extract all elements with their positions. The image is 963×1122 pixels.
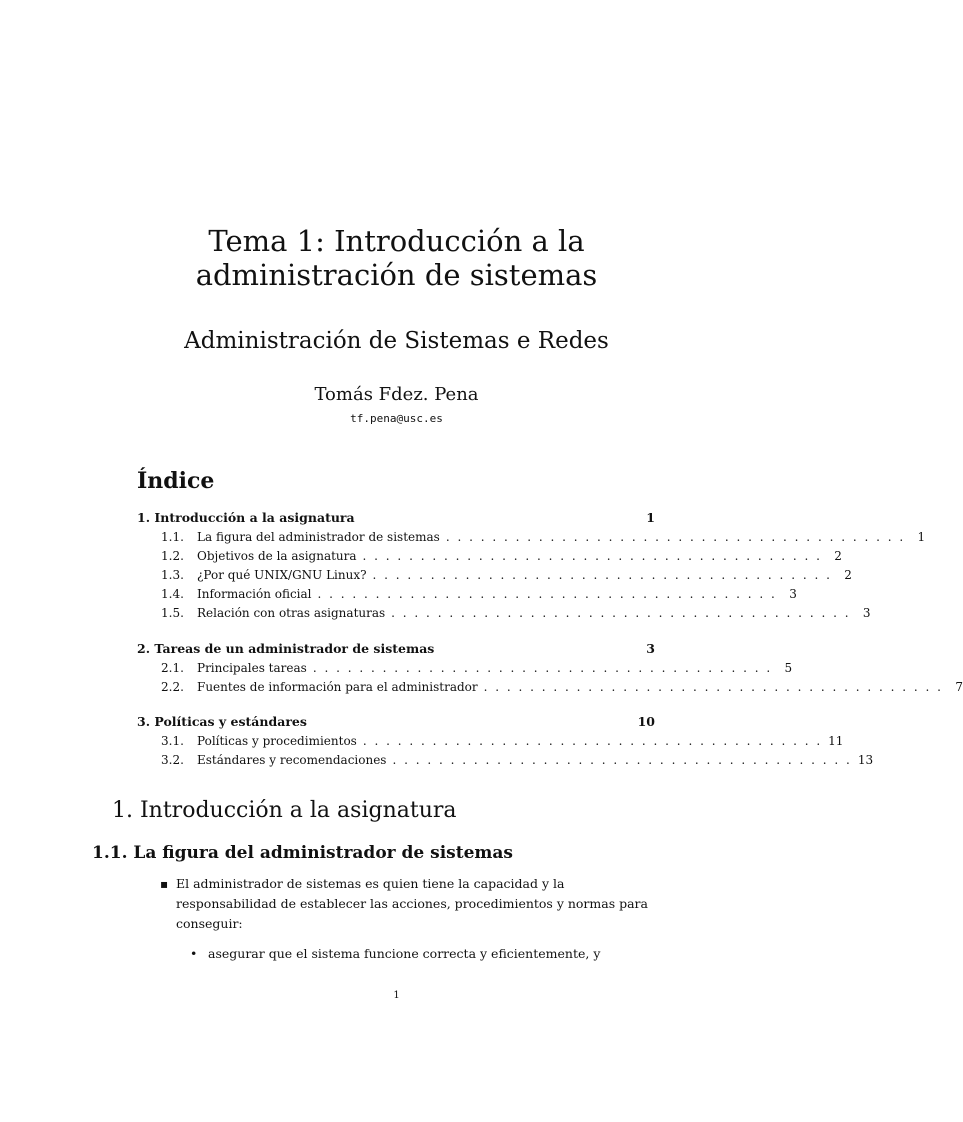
toc-section-1 [137, 508, 926, 623]
toc-section-label[interactable]: 3. Políticas y estándares [137, 714, 307, 729]
toc-leader: . . . . . . . . . . . . . . . . . . . . . . . . . . . . . . . . . . . . . . . . [362, 734, 823, 748]
toc-entry-label: Información oficial [197, 587, 312, 601]
toc-section-label[interactable]: 1. Introducción a la asignatura [137, 510, 355, 525]
document-title [0, 224, 793, 292]
author-email: tf.pena@usc.es [350, 412, 443, 425]
toc-entry-page: 3 [789, 587, 797, 601]
toc-entry-number: 2.1. [161, 661, 184, 675]
title-line-2: administración de sistemas [195, 258, 598, 292]
toc-leader: . . . . . . . . . . . . . . . . . . . . . . . . . . . . . . . . . . . . . . . . [372, 568, 832, 582]
toc-heading: Índice [137, 468, 215, 494]
toc-entry-label: Objetivos de la asignatura [197, 549, 357, 563]
toc-entry-number: 3.1. [161, 734, 184, 748]
title-line-1: Tema 1: Introducción a la [208, 224, 585, 258]
toc-leader: . . . . . . . . . . . . . . . . . . . . . . . . . . . . . . . . . . . . . . . . [483, 680, 943, 694]
toc-section-3 [137, 712, 874, 770]
toc-entry[interactable] [137, 528, 926, 547]
toc-entry[interactable] [137, 751, 874, 770]
toc-leader: . . . . . . . . . . . . . . . . . . . . . . . . . . . . . . . . . . . . . . . . [392, 753, 852, 767]
toc-entry-page: 7 [955, 680, 963, 694]
toc-leader: . . . . . . . . . . . . . . . . . . . . . . . . . . . . . . . . . . . . . . . . [362, 549, 822, 563]
toc-entry[interactable] [137, 678, 963, 697]
bullet-list [160, 874, 657, 964]
toc-entry-label: Políticas y procedimientos [197, 734, 357, 748]
toc-entry-number: 1.3. [161, 568, 184, 582]
toc-entry-number: 3.2. [161, 753, 184, 767]
toc-entry-label: Fuentes de información para el administrador [197, 680, 478, 694]
toc-entry-page: 13 [857, 753, 874, 767]
toc-entry-label: ¿Por qué UNIX/GNU Linux? [197, 568, 367, 582]
toc-entry-label: Estándares y recomendaciones [197, 753, 387, 767]
toc-leader: . . . . . . . . . . . . . . . . . . . . . . . . . . . . . . . . . . . . . . . . [317, 587, 777, 601]
toc-leader: . . . . . . . . . . . . . . . . . . . . . . . . . . . . . . . . . . . . . . . . [391, 606, 851, 620]
toc-entry-page: 2 [834, 549, 842, 563]
toc-section-page: 3 [646, 641, 655, 656]
toc-section-2 [137, 639, 963, 697]
toc-section-label[interactable]: 2. Tareas de un administrador de sistemas [137, 641, 435, 656]
toc-entry-page: 2 [844, 568, 852, 582]
toc-entry-number: 1.4. [161, 587, 184, 601]
section-heading: 1. Introducción a la asignatura [112, 798, 457, 823]
toc-entry[interactable] [137, 547, 842, 566]
toc-entry-number: 1.5. [161, 606, 184, 620]
toc-entry[interactable] [137, 585, 797, 604]
toc-section-page: 1 [646, 510, 655, 525]
document-subtitle: Administración de Sistemas e Redes [184, 328, 609, 354]
toc-entry-number: 1.1. [161, 530, 184, 544]
toc-entry-label: Relación con otras asignaturas [197, 606, 386, 620]
toc-entry-label: Principales tareas [197, 661, 307, 675]
toc-entry-label: La figura del administrador de sistemas [197, 530, 440, 544]
list-item: ▪ El administrador de sistemas es quien tiene la capacidad y la responsabilidad de establecer las acciones, procedimientos y normas para conseguir: [160, 874, 657, 934]
page-number: 1 [393, 990, 400, 1001]
toc-leader: . . . . . . . . . . . . . . . . . . . . . . . . . . . . . . . . . . . . . . . . [445, 530, 906, 544]
toc-section-page: 10 [637, 714, 655, 729]
author-name: Tomás Fdez. Pena [314, 384, 479, 405]
toc-leader: . . . . . . . . . . . . . . . . . . . . . . . . . . . . . . . . . . . . . . . . [312, 661, 773, 675]
toc-entry-page: 5 [784, 661, 793, 675]
sub-list-item: • asegurar que el sistema funcione correcta y eficientemente, y [190, 944, 657, 964]
toc-entry-page: 3 [862, 606, 871, 620]
toc-entry[interactable] [137, 604, 871, 623]
toc-entry-page: 11 [828, 734, 844, 748]
toc-entry[interactable] [137, 732, 844, 751]
toc-entry[interactable] [137, 566, 852, 585]
toc-entry-page: 1 [917, 530, 926, 544]
toc-entry[interactable] [137, 659, 793, 678]
toc-entry-number: 1.2. [161, 549, 184, 563]
subsection-heading: 1.1. La figura del administrador de sistemas [92, 843, 513, 863]
toc-entry-number: 2.2. [161, 680, 184, 694]
